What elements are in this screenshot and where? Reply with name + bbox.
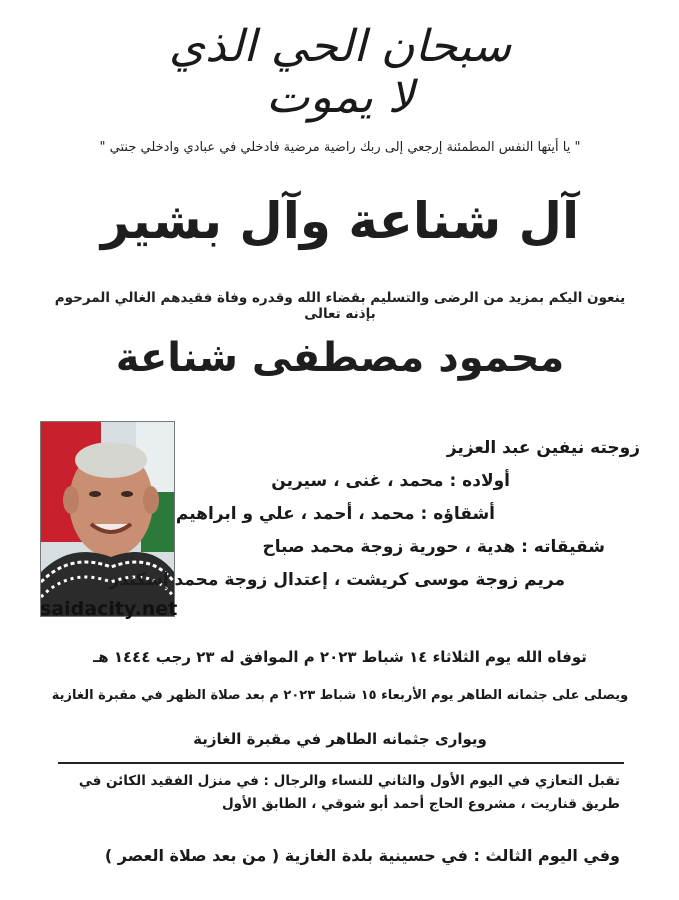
condolences-line-3: وفي اليوم الثالث : في حسينية بلدة الغازية ( من بعد صلاة العصر ) <box>104 846 620 865</box>
section-divider <box>58 762 624 764</box>
burial-line: ويوارى جثمانه الطاهر في مقبرة الغازية <box>193 730 487 748</box>
relative-line-children: أولاده : محمد ، غنى ، سيرين <box>271 471 510 491</box>
relative-line-wife: زوجته نيفين عبد العزيز <box>446 438 640 458</box>
relative-line-brothers: أشقاؤه : محمد ، أحمد ، علي و ابراهيم <box>175 504 495 524</box>
relative-line-sisters-cont: مريم زوجة موسى كريشت ، إعتدال زوجة محمد إسكندر <box>109 570 565 590</box>
relative-line-sisters: شقيقاته : هدية ، حورية زوجة محمد صباح <box>262 537 605 557</box>
announcement-text: ينعون اليكم بمزيد من الرضى والتسليم بقضاء الله وقدره وفاة فقيدهم الغالي المرحوم بإذنه تعالى <box>54 290 626 322</box>
condolences-line-1: تقبل التعازي في اليوم الأول والثاني للنساء والرجال : في منزل الفقيد الكائن في <box>78 773 620 789</box>
condolences-line-2: طريق قناريت ، مشروع الحاج أحمد أبو شوقي ، الطابق الأول <box>221 796 620 812</box>
death-date-line: توفاه الله يوم الثلاثاء ١٤ شباط ٢٠٢٣ م الموافق له ٢٣ رجب ١٤٤٤ هـ <box>93 648 587 666</box>
header-calligraphy: سبحان الحي الذي لا يموت <box>168 21 512 123</box>
relatives-list <box>109 432 640 597</box>
funeral-prayer-line: ويصلى على جثمانه الطاهر يوم الأربعاء ١٥ شباط ٢٠٢٣ م بعد صلاة الظهر في مقبرة الغازية <box>51 688 629 703</box>
families-title: آل شناعة وآل بشير <box>100 192 580 250</box>
deceased-name: محمود مصطفى شناعة <box>115 335 565 381</box>
quran-verse: " يا أيتها النفس المطمئنة إرجعي إلى ربك راضية مرضية فادخلي في عبادي وادخلي جنتي " <box>99 140 581 155</box>
site-watermark: saidacity.net <box>40 598 178 620</box>
